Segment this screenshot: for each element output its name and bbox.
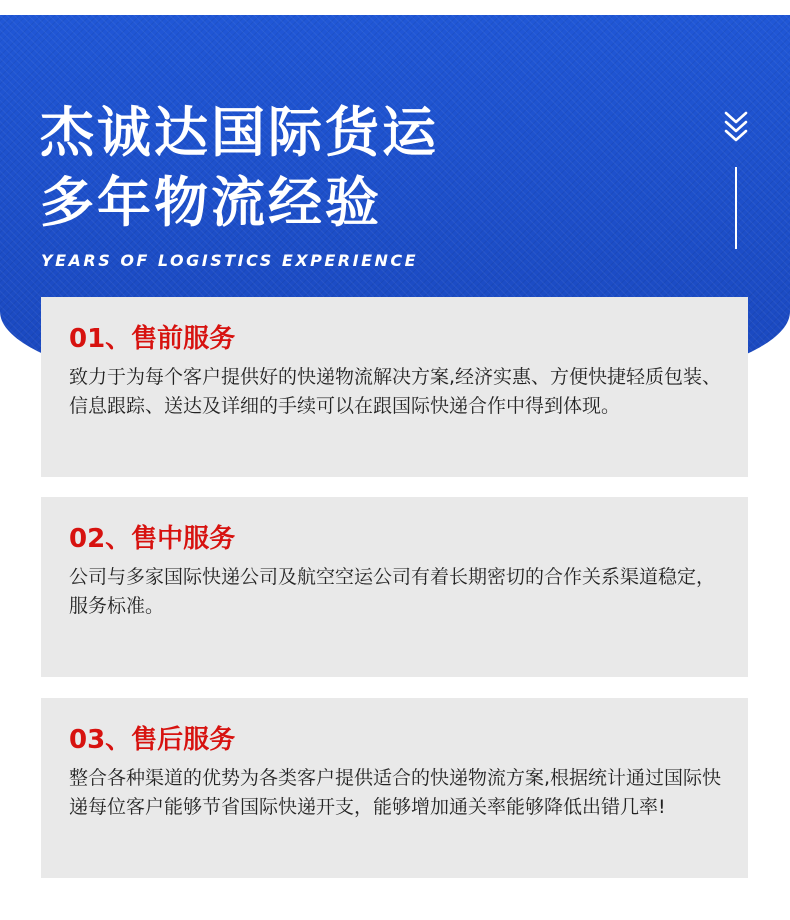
subtitle: YEARS OF LOGISTICS EXPERIENCE [41,251,419,270]
service-description: 公司与多家国际快递公司及航空空运公司有着长期密切的合作关系渠道稳定，服务标准。 [69,566,716,617]
decor-vertical-line [735,167,737,249]
title-line-2: 多年物流经验 [40,171,382,234]
service-description: 致力于为每个客户提供好的快递物流解决方案,经济实惠、方便快捷轻质包装、信息跟踪、送达及详细的手续可以在跟国际快递合作中得到体现。 [69,366,722,417]
service-card-presale [41,297,748,477]
service-card-insale [41,497,748,677]
service-title: 01、售前服务 [69,324,236,354]
double-chevron-down-icon [722,109,750,145]
service-description: 整合各种渠道的优势为各类客户提供适合的快递物流方案,根据统计通过国际快递每位客户能够节省国际快递开支，能够增加通关率能够降低出错几率! [69,767,722,818]
service-card-aftersale [41,698,748,878]
service-title: 03、售后服务 [69,725,236,755]
title-line-1: 杰诚达国际货运 [40,101,439,164]
service-title: 02、售中服务 [69,524,236,554]
